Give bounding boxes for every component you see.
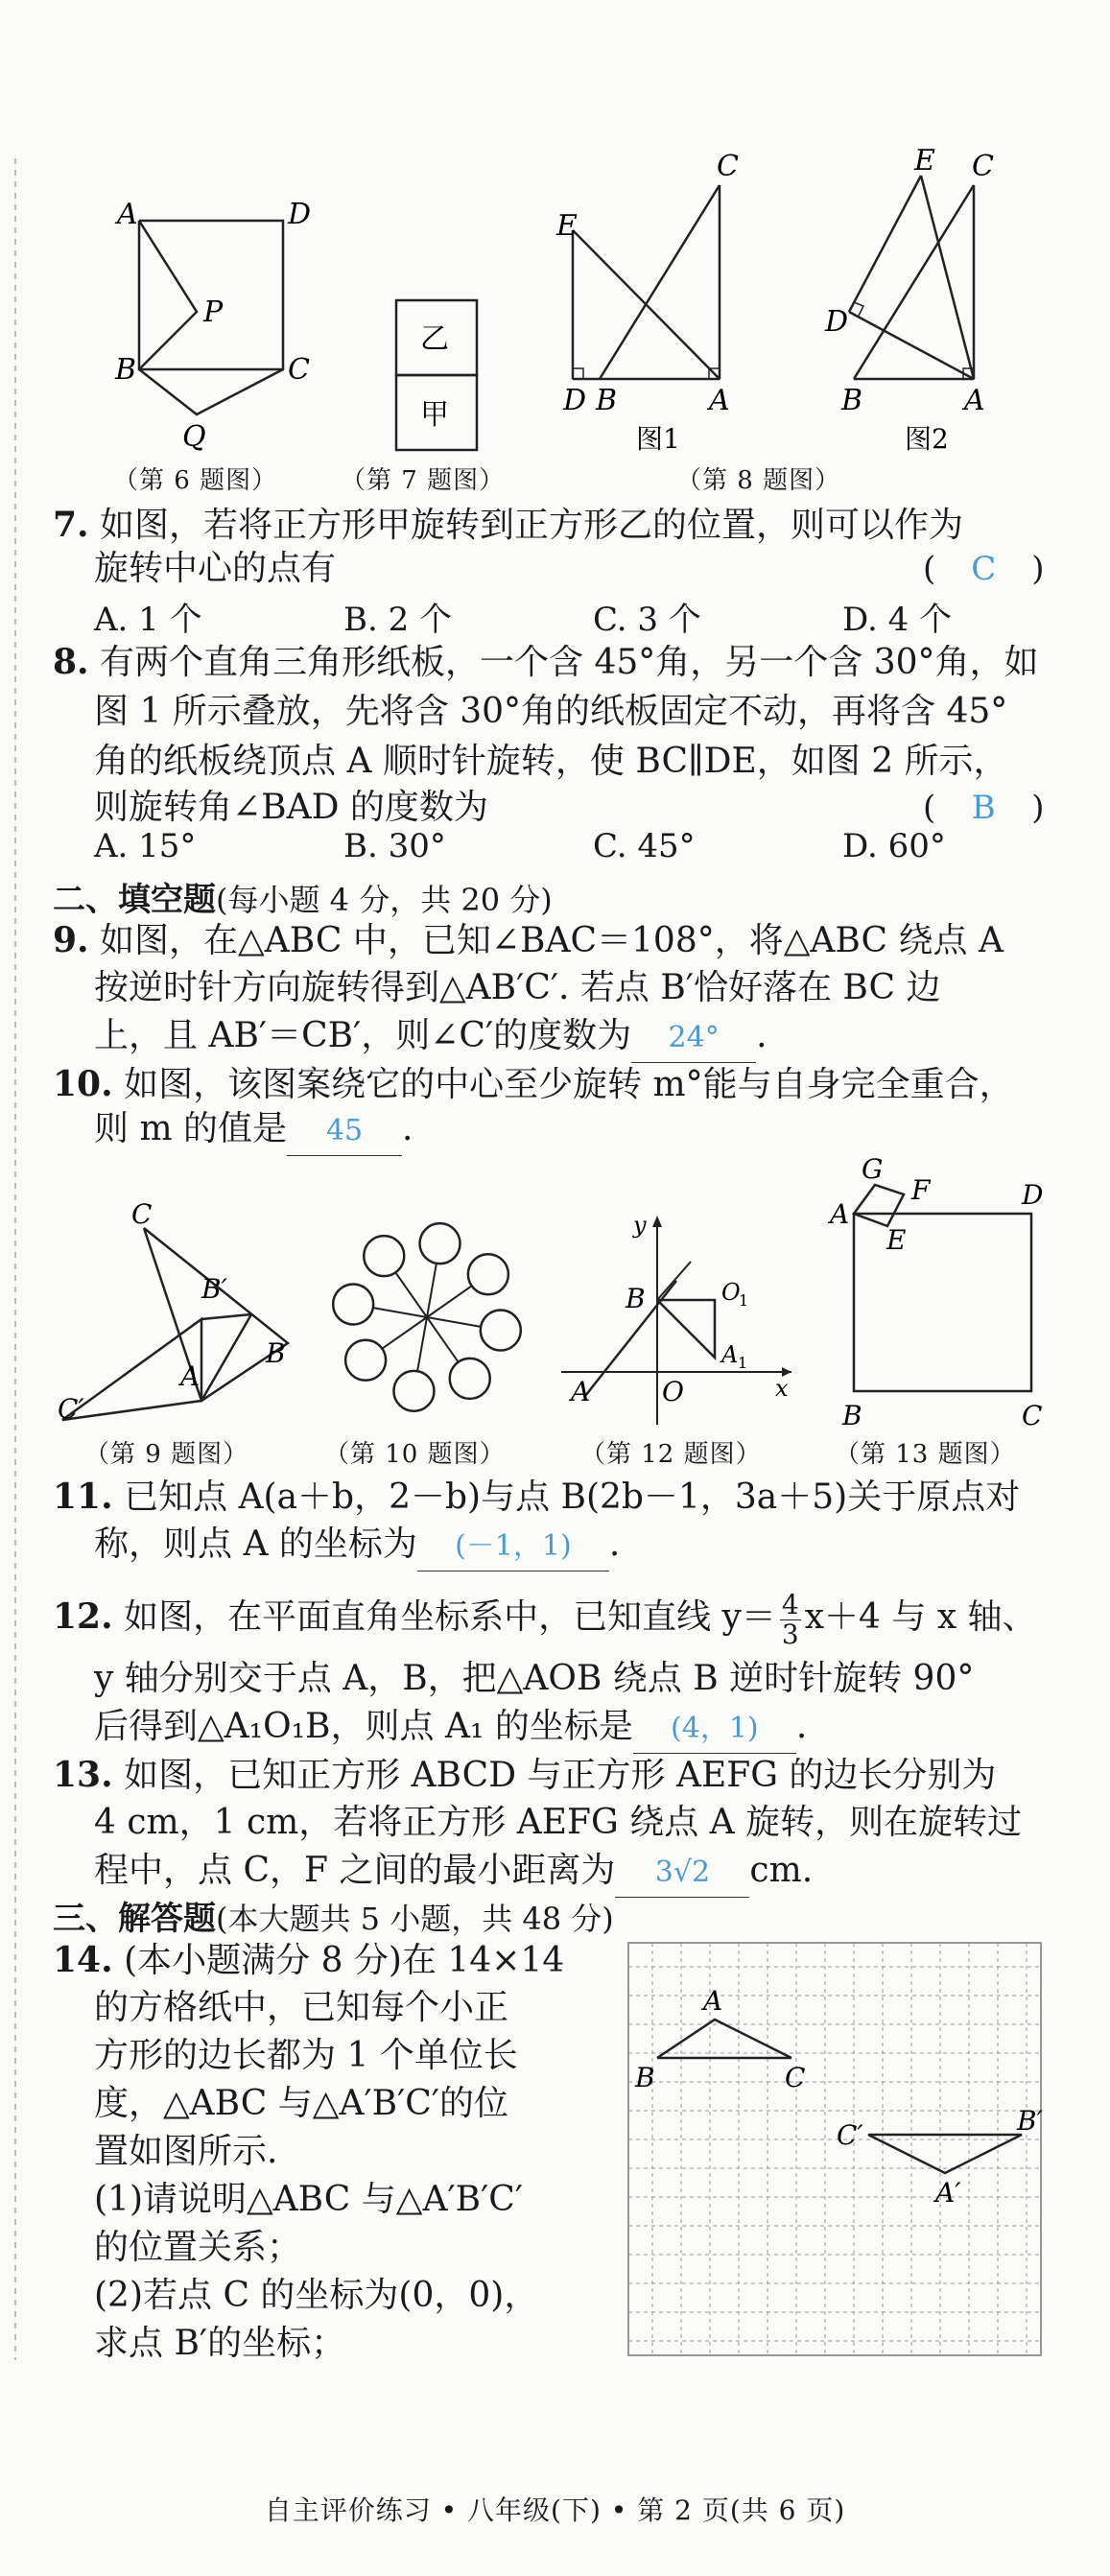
q8-answer-box: ( B ) [923, 784, 1045, 832]
section-2-note: (每小题 4 分，共 20 分) [216, 882, 553, 918]
figure-q13 [825, 1142, 1084, 1434]
q13-label-b: B [842, 1400, 862, 1431]
q10-text2a: 则 m 的值是 [94, 1109, 288, 1148]
q9-label-cp: C′ [58, 1393, 84, 1425]
q13-label-g: G [862, 1153, 884, 1185]
q10-spoke [427, 1286, 472, 1317]
q12-label-y: y [633, 1212, 647, 1239]
q13-line2: 4 cm，1 cm，若将正方形 AEFG 绕点 A 旋转，则在旋转过 [94, 1803, 1023, 1842]
q7-option-d: D. 4 个 [842, 601, 953, 639]
q12-label-a1-sub: 1 [738, 1354, 748, 1372]
q14-label-a: A [703, 1985, 723, 2017]
q12-label-a: A [571, 1376, 591, 1407]
q8-line2: 图 1 所示叠放，先将含 30°角的纸板固定不动，再将含 45° [94, 692, 1008, 731]
q8-1-label-c: C [717, 150, 739, 183]
q14-line8: (2)若点 C 的坐标为(0，0)， [94, 2276, 539, 2315]
q9-label-c: C [131, 1198, 153, 1230]
q11-line2 [94, 1521, 620, 1572]
section-2-heading [53, 873, 553, 920]
q12-label-a1: A [721, 1341, 739, 1368]
q6-label-b: B [115, 353, 137, 387]
q10-spoke [427, 1317, 481, 1327]
figure-q12 [556, 1204, 806, 1434]
q12-answer: (4，1) [633, 1705, 796, 1754]
q9-line3 [94, 1012, 768, 1063]
q14-number: 14. [53, 1940, 113, 1980]
q8-option-c: C. 45° [593, 827, 696, 865]
q13-line1 [53, 1751, 996, 1800]
q12-fraction [780, 1588, 801, 1650]
q10-circle [481, 1311, 521, 1351]
q13-text1: 如图，已知正方形 ABCD 与正方形 AEFG 的边长分别为 [124, 1756, 997, 1795]
q10-circle [468, 1254, 508, 1294]
q9-text1: 如图，在△ABC 中，已知∠BAC＝108°，将△ABC 绕点 A [100, 921, 1004, 960]
q14-line5: 置如图所示. [94, 2132, 278, 2171]
q10-circle [333, 1284, 373, 1324]
q13-number: 13. [53, 1755, 113, 1795]
q12-text1b: x＋4 与 x 轴、 [804, 1597, 1037, 1637]
figure-q9 [53, 1198, 302, 1434]
q14-line6: (1)请说明△ABC 与△A′B′C′ [94, 2180, 523, 2219]
q8-option-a: A. 15° [94, 827, 197, 865]
q10-circle [393, 1371, 434, 1411]
q8-option-d: D. 60° [842, 827, 946, 865]
caption-q12: （第 12 题图） [580, 1440, 762, 1469]
figure-q7 [389, 293, 484, 456]
q12-number: 12. [53, 1596, 113, 1637]
figure-q14-grid [624, 1938, 1051, 2365]
caption-q7: （第 7 题图） [341, 466, 506, 495]
q10-number: 10. [53, 1064, 113, 1104]
q14-line3: 方形的边长都为 1 个单位长 [94, 2036, 518, 2075]
q13-label-f: F [911, 1174, 931, 1206]
q8-option-b: B. 30° [343, 827, 446, 865]
q8-text1: 有两个直角三角形纸板，一个含 45°角，另一个含 30°角，如 [100, 643, 1039, 682]
q9-text3a: 上，且 AB′＝CB′，则∠C′的度数为 [94, 1016, 632, 1055]
q8-2-label-a: A [964, 384, 985, 417]
q9-label-b: B [266, 1337, 286, 1369]
q11-number: 11. [53, 1477, 113, 1517]
q12-label-o1: O [721, 1279, 741, 1306]
q10-circle [364, 1236, 404, 1276]
q9-line2: 按逆时针方向旋转得到△AB′C′. 若点 B′恰好落在 BC 边 [94, 968, 941, 1007]
figure-q8-2 [820, 144, 1031, 465]
q14-line9: 求点 B′的坐标； [94, 2324, 346, 2363]
q13-answer: 3√2 [615, 1849, 749, 1898]
q13-text3b: cm. [749, 1851, 814, 1890]
q8-2-label-d: D [825, 305, 849, 339]
q8-1-label-e: E [556, 209, 578, 243]
q10-circle [420, 1223, 461, 1264]
caption-q13: （第 13 题图） [835, 1440, 1016, 1469]
q6-label-c: C [288, 353, 310, 387]
q14-label-cp: C′ [837, 2119, 863, 2151]
q10-answer: 45 [287, 1107, 402, 1156]
q11-answer: (－1，1) [417, 1523, 609, 1572]
q8-1-label-a: A [709, 384, 730, 417]
q7-option-b: B. 2 个 [343, 601, 453, 639]
figure-q8-1 [552, 149, 744, 465]
q10-line1 [53, 1060, 1014, 1109]
q10-line2 [94, 1105, 413, 1156]
q12-frac-num: 4 [781, 1588, 799, 1620]
q10-spoke [395, 1272, 427, 1317]
q14-label-b: B [635, 2062, 655, 2093]
q8-2-label-e: E [914, 144, 935, 177]
q10-spoke [417, 1317, 427, 1371]
q7-answer: C [971, 550, 997, 588]
figure-q6 [106, 192, 326, 461]
q14-line4: 度，△ABC 与△A′B′C′的位 [94, 2084, 509, 2123]
q7-answer-box: ( C ) [923, 545, 1045, 593]
q12-line2: y 轴分别交于点 A，B，把△AOB 绕点 B 逆时针旋转 90° [94, 1659, 975, 1698]
q8-line1 [53, 638, 1039, 687]
q14-grid-border [628, 1943, 1041, 2355]
q12-text3a: 后得到△A₁O₁B，则点 A₁ 的坐标是 [94, 1707, 633, 1746]
q14-label-bp: B′ [1017, 2105, 1043, 2137]
section-3-note: (本大题共 5 小题，共 48 分) [216, 1901, 614, 1937]
q10-spoke [427, 1264, 437, 1317]
q14-text1: (本小题满分 8 分)在 14×14 [124, 1941, 565, 1980]
q13-text3a: 程中，点 C，F 之间的最小距离为 [94, 1851, 616, 1890]
q6-label-a: A [117, 198, 138, 231]
caption-q8: （第 8 题图） [676, 466, 841, 495]
q9-line1 [53, 916, 1004, 965]
q13-label-e: E [886, 1224, 907, 1256]
q8-line4: 则旋转角∠BAD 的度数为 [94, 788, 488, 827]
q13-label-d: D [1022, 1179, 1044, 1211]
q13-label-c: C [1022, 1400, 1043, 1431]
q12-line1 [53, 1583, 1037, 1651]
q6-label-p: P [203, 295, 224, 329]
q8-2-name: 图2 [905, 423, 949, 455]
q14-line1 [53, 1936, 564, 1985]
q7-line1 [53, 501, 963, 550]
q12-label-o1-sub: 1 [739, 1291, 749, 1310]
q12-label-o: O [662, 1376, 684, 1407]
q8-2-label-b: B [841, 384, 863, 417]
q11-line1 [53, 1473, 1020, 1522]
q10-spoke [427, 1317, 459, 1362]
q10-circle [345, 1340, 386, 1381]
section-3-heading [53, 1892, 614, 1939]
q14-label-c: C [785, 2062, 806, 2093]
q10-spoke [373, 1308, 427, 1317]
q7-text2: 旋转中心的点有 [94, 549, 337, 588]
q11-text2b: . [608, 1524, 621, 1564]
q8-2-label-c: C [972, 150, 994, 183]
q14-label-ap: A′ [935, 2177, 961, 2209]
q9-answer: 24° [631, 1014, 756, 1063]
q7-number: 7. [53, 505, 89, 545]
q12-frac-den: 3 [781, 1618, 799, 1650]
q6-label-q: Q [182, 420, 206, 454]
q9-label-a: A [180, 1360, 201, 1392]
q11-text1: 已知点 A(a＋b，2－b)与点 B(2b－1，3a＋5)关于原点对 [124, 1477, 1021, 1517]
margin-line [0, 0, 29, 2370]
section-2-title: 二、填空题 [53, 881, 216, 919]
q7-line2 [94, 545, 336, 593]
q8-number: 8. [53, 642, 89, 682]
caption-q9: （第 9 题图） [84, 1440, 249, 1469]
figure-q10 [317, 1204, 537, 1434]
q8-1-name: 图1 [636, 423, 680, 455]
q11-text2a: 称，则点 A 的坐标为 [94, 1524, 417, 1564]
q12-label-b: B [626, 1283, 646, 1314]
q12-label-x: x [775, 1375, 789, 1402]
page-footer: 自主评价练习 • 八年级(下) • 第 2 页(共 6 页) [264, 2494, 846, 2526]
q8-line3: 角的纸板绕顶点 A 顺时针旋转，使 BC∥DE，如图 2 所示， [94, 742, 1008, 781]
q9-label-bp: B′ [201, 1273, 227, 1305]
q10-circle [450, 1359, 490, 1399]
caption-q10: （第 10 题图） [324, 1440, 506, 1469]
q7-text1: 如图，若将正方形甲旋转到正方形乙的位置，则可以作为 [100, 506, 964, 545]
q9-text3b: . [756, 1016, 768, 1055]
q8-1-label-b: B [596, 384, 618, 417]
q13-line3 [94, 1847, 813, 1898]
q13-label-a: A [830, 1198, 850, 1230]
q10-text2b: . [402, 1109, 413, 1148]
q7-label-jia: 甲 [420, 398, 449, 432]
caption-q6: （第 6 题图） [113, 466, 278, 495]
q12-line3 [94, 1703, 807, 1754]
q7-option-c: C. 3 个 [593, 601, 701, 639]
q14-line2: 的方格纸中，已知每个小正 [94, 1988, 509, 2027]
q12-text1a: 如图，在平面直角坐标系中，已知直线 y＝ [124, 1597, 776, 1637]
q8-answer: B [971, 789, 996, 827]
q6-label-d: D [288, 198, 312, 231]
q14-line7: 的位置关系； [94, 2228, 302, 2267]
q9-number: 9. [53, 920, 89, 960]
q8-1-label-d: D [563, 384, 587, 417]
q7-option-a: A. 1 个 [94, 601, 202, 639]
q10-text1: 如图，该图案绕它的中心至少旋转 m°能与自身完全重合， [124, 1065, 1014, 1104]
section-3-title: 三、解答题 [53, 1900, 216, 1938]
q7-label-yi: 乙 [420, 322, 449, 356]
q12-text3b: . [795, 1707, 808, 1746]
q10-spoke [382, 1317, 427, 1349]
